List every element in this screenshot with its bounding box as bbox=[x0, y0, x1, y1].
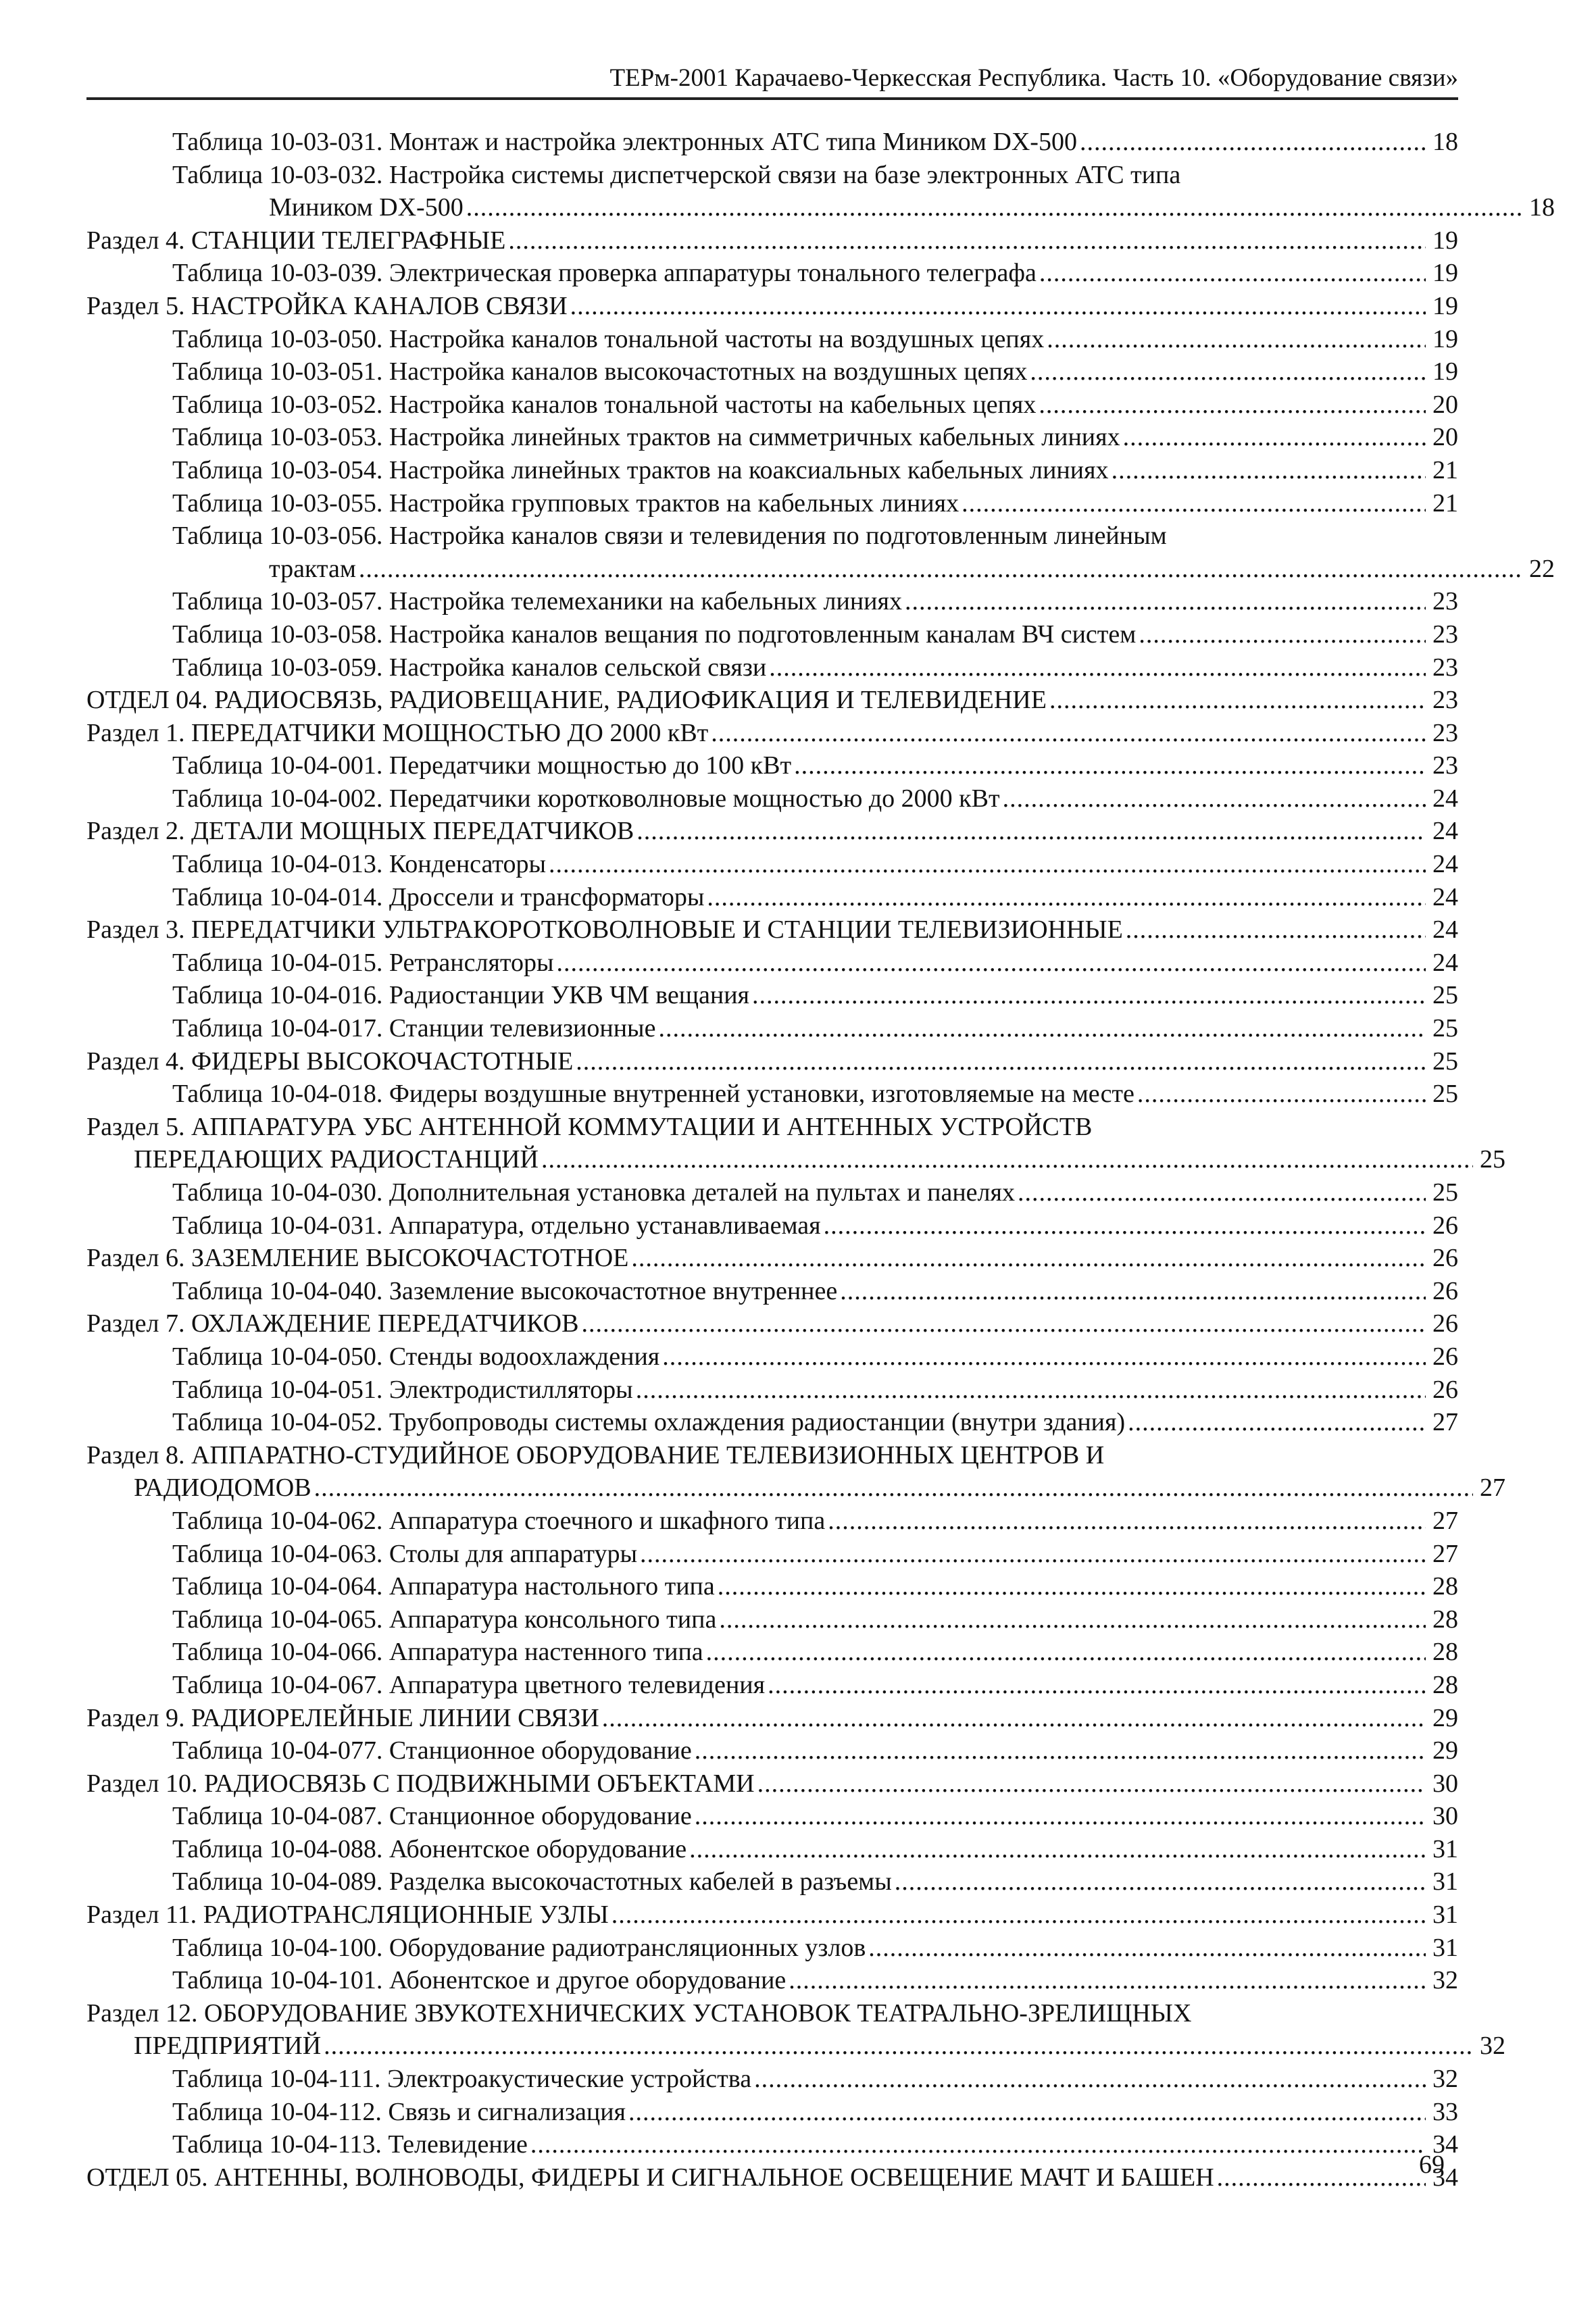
toc-entry-title: Таблица 10-04-062. Аппаратура стоечного и шкафного типа bbox=[172, 1506, 826, 1535]
toc-page-number: 19 bbox=[1432, 291, 1458, 320]
toc-entry-title: Раздел 11. РАДИОТРАНСЛЯЦИОННЫЕ УЗЛЫ bbox=[86, 1901, 609, 1930]
toc-table-entry bbox=[86, 1406, 1458, 1439]
toc-entry-title: Раздел 7. ОХЛАЖДЕНИЕ ПЕРЕДАТЧИКОВ bbox=[86, 1309, 579, 1338]
toc-page-number: 19 bbox=[1432, 226, 1458, 255]
dot-leader bbox=[1123, 421, 1426, 454]
dot-leader bbox=[576, 1045, 1426, 1078]
toc-entry-title: Раздел 2. ДЕТАЛИ МОЩНЫХ ПЕРЕДАТЧИКОВ bbox=[86, 817, 634, 846]
toc-page-number: 26 bbox=[1432, 1211, 1458, 1240]
toc-page-number: 31 bbox=[1432, 1867, 1458, 1896]
toc-entry-title: Таблица 10-03-055. Настройка групповых трактов на кабельных линиях bbox=[172, 488, 959, 518]
toc-table-entry bbox=[86, 257, 1458, 290]
toc-entry-title: Раздел 6. ЗАЗЕМЛЕНИЕ ВЫСОКОЧАСТОТНОЕ bbox=[86, 1244, 629, 1273]
toc-table-entry bbox=[86, 979, 1458, 1012]
toc-entry-title: Таблица 10-03-058. Настройка каналов вещания по подготовленным каналам ВЧ систем bbox=[172, 620, 1137, 649]
toc-entry-title: Таблица 10-03-051. Настройка каналов высокочастотных на воздушных цепях bbox=[172, 357, 1028, 386]
dot-leader bbox=[662, 1340, 1426, 1374]
dot-leader bbox=[557, 947, 1426, 980]
toc-page-number: 24 bbox=[1432, 882, 1458, 911]
toc-table-entry bbox=[86, 126, 1458, 159]
toc-entry-title: Таблица 10-03-053. Настройка линейных трактов на симметричных кабельных линиях bbox=[172, 423, 1120, 452]
toc-page-number: 25 bbox=[1432, 1047, 1458, 1076]
dot-leader bbox=[324, 2030, 1473, 2063]
toc-entry-title: Таблица 10-04-030. Дополнительная установка деталей на пультах и панелях bbox=[172, 1178, 1015, 1207]
toc-entry-title: Таблица 10-04-113. Телевидение bbox=[172, 2130, 528, 2159]
toc-entry-title: Раздел 4. ФИДЕРЫ ВЫСОКОЧАСТОТНЫЕ bbox=[86, 1047, 574, 1076]
toc-section-entry bbox=[86, 290, 1458, 323]
toc-page-number: 32 bbox=[1432, 1966, 1458, 1995]
dot-leader bbox=[570, 290, 1426, 323]
toc-page-number: 29 bbox=[1432, 1736, 1458, 1765]
toc-page-number: 33 bbox=[1432, 2097, 1458, 2126]
dot-leader bbox=[768, 1669, 1426, 1702]
toc-table-entry bbox=[86, 421, 1458, 454]
toc-section-entry bbox=[86, 1898, 1458, 1932]
dot-leader bbox=[789, 1964, 1426, 1997]
toc-entry-title: Раздел 5. НАСТРОЙКА КАНАЛОВ СВЯЗИ bbox=[86, 291, 568, 320]
toc-entry-title-continuation: РАДИОДОМОВ bbox=[134, 1474, 311, 1503]
toc-page-number: 29 bbox=[1432, 1703, 1458, 1732]
dot-leader bbox=[754, 2063, 1426, 2096]
toc-table-entry bbox=[86, 651, 1458, 684]
dot-leader bbox=[711, 717, 1426, 750]
dot-leader bbox=[824, 1209, 1426, 1242]
toc-entry-title-continuation: ПРЕДПРИЯТИЙ bbox=[134, 2032, 322, 2061]
toc-page-number: 25 bbox=[1432, 1080, 1458, 1109]
toc-entry-title: Таблица 10-04-087. Станционное оборудование bbox=[172, 1802, 692, 1831]
toc-section-entry bbox=[86, 1997, 1505, 2063]
toc-table-entry bbox=[86, 1603, 1458, 1636]
dot-leader bbox=[581, 1307, 1426, 1340]
dot-leader bbox=[1139, 618, 1426, 651]
toc-entry-title: Таблица 10-04-051. Электродистилляторы bbox=[172, 1375, 633, 1404]
toc-entry-title: Таблица 10-04-013. Конденсаторы bbox=[172, 850, 547, 879]
toc-table-entry bbox=[86, 749, 1458, 782]
toc-page-number: 27 bbox=[1480, 1474, 1505, 1503]
dot-leader bbox=[962, 487, 1426, 520]
toc-section-entry bbox=[86, 1045, 1458, 1078]
toc-section-entry bbox=[86, 1439, 1505, 1505]
toc-section-entry bbox=[86, 1767, 1458, 1801]
toc-page-number: 18 bbox=[1432, 128, 1458, 156]
toc-entry-title: Таблица 10-04-067. Аппаратура цветного телевидения bbox=[172, 1670, 766, 1699]
toc-page-number: 31 bbox=[1432, 1834, 1458, 1863]
toc-table-entry bbox=[86, 782, 1458, 815]
toc-section-entry bbox=[86, 1702, 1458, 1735]
dot-leader bbox=[1003, 782, 1426, 815]
toc-entry-title: Таблица 10-04-018. Фидеры воздушные внутренней установки, изготовляемые на месте bbox=[172, 1080, 1134, 1109]
toc-entry-title: Таблица 10-04-064. Аппаратура настольного типа bbox=[172, 1572, 715, 1601]
dot-leader bbox=[706, 1636, 1426, 1669]
toc-entry-title: Раздел 8. АППАРАТНО-СТУДИЙНОЕ ОБОРУДОВАНИЕ ТЕЛЕВИЗИОННЫХ ЦЕНТРОВ И bbox=[86, 1440, 1105, 1469]
dot-leader bbox=[541, 1143, 1473, 1176]
toc-table-entry bbox=[86, 848, 1458, 881]
dot-leader bbox=[637, 815, 1426, 848]
toc-table-entry bbox=[86, 1078, 1458, 1111]
toc-entry-title: Таблица 10-04-016. Радиостанции УКВ ЧМ вещания bbox=[172, 981, 750, 1010]
dot-leader bbox=[636, 1374, 1426, 1407]
dot-leader bbox=[314, 1472, 1473, 1505]
toc-page-number: 26 bbox=[1432, 1375, 1458, 1404]
page-header bbox=[86, 62, 1458, 100]
toc-table-entry bbox=[86, 1340, 1458, 1374]
toc-page-number: 24 bbox=[1432, 784, 1458, 813]
toc-table-entry bbox=[86, 323, 1458, 356]
toc-entry-title: Таблица 10-03-057. Настройка телемеханики на кабельных линиях bbox=[172, 587, 902, 616]
toc-entry-title: Таблица 10-03-056. Настройка каналов связи и телевидения по подготовленным линейным bbox=[172, 522, 1167, 551]
toc-entry-title: Таблица 10-03-032. Настройка системы диспетчерской связи на базе электронных АТС типа bbox=[172, 160, 1181, 189]
toc-entry-title: Таблица 10-04-063. Столы для аппаратуры bbox=[172, 1539, 637, 1568]
dot-leader bbox=[828, 1505, 1426, 1538]
toc-table-entry bbox=[86, 1374, 1458, 1407]
toc-entry-title: Таблица 10-04-088. Абонентское оборудование bbox=[172, 1834, 687, 1863]
toc-table-entry bbox=[86, 2063, 1458, 2096]
toc-table-entry bbox=[86, 1636, 1458, 1669]
dot-leader bbox=[628, 2096, 1426, 2129]
dot-leader bbox=[689, 1833, 1426, 1866]
toc-page-number: 23 bbox=[1432, 587, 1458, 616]
toc-page-number: 24 bbox=[1432, 948, 1458, 977]
toc-entry-title: Таблица 10-04-017. Станции телевизионные bbox=[172, 1014, 656, 1043]
dot-leader bbox=[658, 1012, 1426, 1045]
dot-leader bbox=[1128, 1406, 1426, 1439]
toc-page-number: 26 bbox=[1432, 1244, 1458, 1273]
toc-table-entry bbox=[86, 585, 1458, 618]
toc-table-entry bbox=[86, 1209, 1458, 1242]
toc-page-number: 26 bbox=[1432, 1276, 1458, 1305]
dot-leader bbox=[1049, 684, 1426, 717]
toc-entry-title: Таблица 10-04-066. Аппаратура настенного типа bbox=[172, 1638, 703, 1667]
toc-section-entry bbox=[86, 815, 1458, 848]
toc-table-entry bbox=[86, 1833, 1458, 1866]
dot-leader bbox=[707, 881, 1426, 914]
toc-table-entry bbox=[86, 487, 1458, 520]
toc-entry-title: Таблица 10-04-015. Ретрансляторы bbox=[172, 948, 554, 977]
dot-leader bbox=[719, 1603, 1426, 1636]
toc-table-entry bbox=[86, 1734, 1458, 1767]
dot-leader bbox=[1126, 913, 1426, 947]
toc-table-entry bbox=[86, 1865, 1458, 1898]
toc-entry-title: Таблица 10-03-054. Настройка линейных трактов на коаксиальных кабельных линиях bbox=[172, 455, 1109, 484]
toc-page-number: 34 bbox=[1432, 2163, 1458, 2192]
toc-table-entry bbox=[86, 1538, 1458, 1571]
toc-entry-title: Раздел 9. РАДИОРЕЛЕЙНЫЕ ЛИНИИ СВЯЗИ bbox=[86, 1703, 599, 1732]
toc-table-entry bbox=[86, 2128, 1458, 2161]
dot-leader bbox=[794, 749, 1426, 782]
toc-entry-title: Таблица 10-04-077. Станционное оборудование bbox=[172, 1736, 692, 1765]
toc-page-number: 32 bbox=[1432, 2065, 1458, 2094]
toc-entry-title-continuation: ПЕРЕДАЮЩИХ РАДИОСТАНЦИЙ bbox=[134, 1145, 539, 1174]
dot-leader bbox=[1217, 2161, 1426, 2194]
toc-page-number: 19 bbox=[1432, 324, 1458, 353]
toc-entry-title: Таблица 10-03-052. Настройка каналов тональной частоты на кабельных цепях bbox=[172, 390, 1037, 419]
toc-entry-title: Раздел 5. АППАРАТУРА УБС АНТЕННОЙ КОММУТАЦИИ И АНТЕННЫХ УСТРОЙСТВ bbox=[86, 1112, 1093, 1141]
toc-table-entry bbox=[86, 1932, 1458, 1965]
dot-leader bbox=[640, 1538, 1426, 1571]
toc-page-number: 23 bbox=[1432, 751, 1458, 780]
toc-entry-title: Раздел 1. ПЕРЕДАТЧИКИ МОЩНОСТЬЮ ДО 2000 кВт bbox=[86, 718, 709, 747]
toc-page-number: 25 bbox=[1480, 1145, 1505, 1174]
toc-page-number: 21 bbox=[1432, 488, 1458, 518]
toc-entry-title: Раздел 3. ПЕРЕДАТЧИКИ УЛЬТРАКОРОТКОВОЛНОВЫЕ И СТАНЦИИ ТЕЛЕВИЗИОННЫЕ bbox=[86, 915, 1123, 945]
toc-page-number: 23 bbox=[1432, 718, 1458, 747]
toc-entry-title-continuation: трактам bbox=[269, 554, 356, 583]
toc-entry-title: Раздел 10. РАДИОСВЯЗЬ С ПОДВИЖНЫМИ ОБЪЕКТАМИ bbox=[86, 1769, 755, 1798]
toc-table-entry bbox=[86, 159, 1555, 224]
toc-table-entry bbox=[86, 520, 1555, 585]
toc-page-number: 19 bbox=[1432, 357, 1458, 386]
toc-entry-title: Таблица 10-04-040. Заземление высокочастотное внутреннее bbox=[172, 1276, 838, 1305]
toc-table-entry bbox=[86, 1176, 1458, 1209]
toc-page-number: 28 bbox=[1432, 1572, 1458, 1601]
toc-page-number: 23 bbox=[1432, 686, 1458, 715]
toc-table-entry bbox=[86, 388, 1458, 422]
toc-page-number: 25 bbox=[1432, 981, 1458, 1010]
dot-leader bbox=[1137, 1078, 1426, 1111]
dot-leader bbox=[359, 553, 1522, 586]
toc-table-entry bbox=[86, 1275, 1458, 1308]
toc-page-number: 26 bbox=[1432, 1342, 1458, 1371]
toc-entry-title: Таблица 10-03-039. Электрическая проверка аппаратуры тонального телеграфа bbox=[172, 259, 1037, 288]
toc-page-number: 34 bbox=[1432, 2130, 1458, 2159]
toc-page-number: 20 bbox=[1432, 390, 1458, 419]
toc-page-number: 30 bbox=[1432, 1769, 1458, 1798]
toc-entry-title-continuation: Миником DX-500 bbox=[269, 193, 464, 222]
toc-section-entry bbox=[86, 224, 1458, 257]
toc-page-number: 25 bbox=[1432, 1178, 1458, 1207]
toc-entry-title: Таблица 10-04-089. Разделка высокочастотных кабелей в разъемы bbox=[172, 1867, 892, 1896]
toc-entry-title: Таблица 10-03-059. Настройка каналов сельской связи bbox=[172, 653, 767, 682]
dot-leader bbox=[695, 1800, 1426, 1833]
toc-page-number: 30 bbox=[1432, 1802, 1458, 1831]
toc-page-number: 28 bbox=[1432, 1670, 1458, 1699]
toc-entry-title: Таблица 10-03-031. Монтаж и настройка электронных АТС типа Миником DX-500 bbox=[172, 128, 1077, 156]
toc-section-entry bbox=[86, 913, 1458, 947]
toc-page-number: 18 bbox=[1529, 193, 1555, 222]
toc-page-number: 27 bbox=[1432, 1408, 1458, 1437]
toc-page-number: 26 bbox=[1432, 1309, 1458, 1338]
toc-page-number: 27 bbox=[1432, 1506, 1458, 1535]
toc-entry-title: Раздел 4. СТАНЦИИ ТЕЛЕГРАФНЫЕ bbox=[86, 226, 506, 255]
toc-page-number: 31 bbox=[1432, 1901, 1458, 1930]
dot-leader bbox=[905, 585, 1426, 618]
dot-leader bbox=[466, 191, 1522, 224]
toc-entry-title: Таблица 10-04-065. Аппаратура консольного типа bbox=[172, 1605, 717, 1634]
toc-entry-title: Таблица 10-04-050. Стенды водоохлаждения bbox=[172, 1342, 660, 1371]
dot-leader bbox=[1039, 257, 1426, 290]
toc-section-entry bbox=[86, 1111, 1505, 1176]
toc-entry-title: Таблица 10-04-111. Электроакустические устройства bbox=[172, 2065, 752, 2094]
toc-section-entry bbox=[86, 717, 1458, 750]
toc-entry-title: Таблица 10-04-014. Дроссели и трансформаторы bbox=[172, 882, 705, 911]
toc-table-entry bbox=[86, 1669, 1458, 1702]
dot-leader bbox=[769, 651, 1426, 684]
toc-entry-title: Таблица 10-04-031. Аппаратура, отдельно устанавливаемая bbox=[172, 1211, 821, 1240]
dot-leader bbox=[695, 1734, 1426, 1767]
toc-page-number: 24 bbox=[1432, 850, 1458, 879]
toc-table-entry bbox=[86, 947, 1458, 980]
dot-leader bbox=[868, 1932, 1426, 1965]
toc-page-number: 24 bbox=[1432, 817, 1458, 846]
table-of-contents bbox=[86, 126, 1555, 2194]
toc-page-number: 19 bbox=[1432, 259, 1458, 288]
toc-table-entry bbox=[86, 355, 1458, 388]
dot-leader bbox=[1018, 1176, 1426, 1209]
toc-section-entry bbox=[86, 1307, 1458, 1340]
toc-table-entry bbox=[86, 1800, 1458, 1833]
toc-table-entry bbox=[86, 1964, 1458, 1997]
toc-page-number: 28 bbox=[1432, 1638, 1458, 1667]
toc-page-number: 27 bbox=[1432, 1539, 1458, 1568]
document-title: ТЕРм-2001 Карачаево-Черкесская Республика. Часть 10. «Оборудование связи» bbox=[609, 64, 1458, 92]
toc-page-number: 31 bbox=[1432, 1933, 1458, 1962]
toc-entry-title: Таблица 10-04-002. Передатчики коротковолновые мощностью до 2000 кВт bbox=[172, 784, 1000, 813]
toc-entry-title: Таблица 10-04-101. Абонентское и другое оборудование bbox=[172, 1966, 787, 1995]
toc-page-number: 23 bbox=[1432, 620, 1458, 649]
dot-leader bbox=[1039, 388, 1426, 422]
toc-page-number: 22 bbox=[1529, 554, 1555, 583]
toc-entry-title: Раздел 12. ОБОРУДОВАНИЕ ЗВУКОТЕХНИЧЕСКИХ УСТАНОВОК ТЕАТРАЛЬНО-ЗРЕЛИЩНЫХ bbox=[86, 1998, 1192, 2028]
toc-entry-title: Таблица 10-04-112. Связь и сигнализация bbox=[172, 2097, 626, 2126]
toc-table-entry bbox=[86, 1505, 1458, 1538]
toc-entry-title: Таблица 10-03-050. Настройка каналов тональной частоты на воздушных цепях bbox=[172, 324, 1045, 353]
dot-leader bbox=[718, 1570, 1426, 1603]
toc-section-entry bbox=[86, 684, 1458, 717]
page-number: 69 bbox=[1419, 2150, 1445, 2179]
toc-page-number: 32 bbox=[1480, 2032, 1505, 2061]
dot-leader bbox=[612, 1898, 1426, 1932]
toc-table-entry bbox=[86, 618, 1458, 651]
toc-table-entry bbox=[86, 1012, 1458, 1045]
toc-page-number: 23 bbox=[1432, 653, 1458, 682]
dot-leader bbox=[1080, 126, 1426, 159]
dot-leader bbox=[895, 1865, 1426, 1898]
toc-page-number: 28 bbox=[1432, 1605, 1458, 1634]
toc-section-entry bbox=[86, 2161, 1458, 2194]
dot-leader bbox=[757, 1767, 1426, 1801]
toc-entry-title: ОТДЕЛ 05. АНТЕННЫ, ВОЛНОВОДЫ, ФИДЕРЫ И СИГНАЛЬНОЕ ОСВЕЩЕНИЕ МАЧТ И БАШЕН bbox=[86, 2163, 1214, 2192]
dot-leader bbox=[752, 979, 1426, 1012]
toc-table-entry bbox=[86, 454, 1458, 487]
toc-page-number: 20 bbox=[1432, 423, 1458, 452]
toc-table-entry bbox=[86, 2096, 1458, 2129]
toc-entry-title: Таблица 10-04-100. Оборудование радиотрансляционных узлов bbox=[172, 1933, 866, 1962]
dot-leader bbox=[631, 1242, 1426, 1275]
dot-leader bbox=[1047, 323, 1426, 356]
toc-entry-title: Таблица 10-04-001. Передатчики мощностью до 100 кВт bbox=[172, 751, 792, 780]
dot-leader bbox=[602, 1702, 1426, 1735]
dot-leader bbox=[508, 224, 1426, 257]
toc-entry-title: Таблица 10-04-052. Трубопроводы системы охлаждения радиостанции (внутри здания) bbox=[172, 1408, 1126, 1437]
toc-entry-title: ОТДЕЛ 04. РАДИОСВЯЗЬ, РАДИОВЕЩАНИЕ, РАДИОФИКАЦИЯ И ТЕЛЕВИДЕНИЕ bbox=[86, 686, 1047, 715]
toc-table-entry bbox=[86, 1570, 1458, 1603]
toc-section-entry bbox=[86, 1242, 1458, 1275]
toc-page-number: 21 bbox=[1432, 455, 1458, 484]
toc-page-number: 25 bbox=[1432, 1014, 1458, 1043]
dot-leader bbox=[1030, 355, 1426, 388]
dot-leader bbox=[1112, 454, 1426, 487]
toc-table-entry bbox=[86, 881, 1458, 914]
dot-leader bbox=[840, 1275, 1426, 1308]
dot-leader bbox=[549, 848, 1426, 881]
toc-page-number: 24 bbox=[1432, 915, 1458, 945]
dot-leader bbox=[530, 2128, 1426, 2161]
